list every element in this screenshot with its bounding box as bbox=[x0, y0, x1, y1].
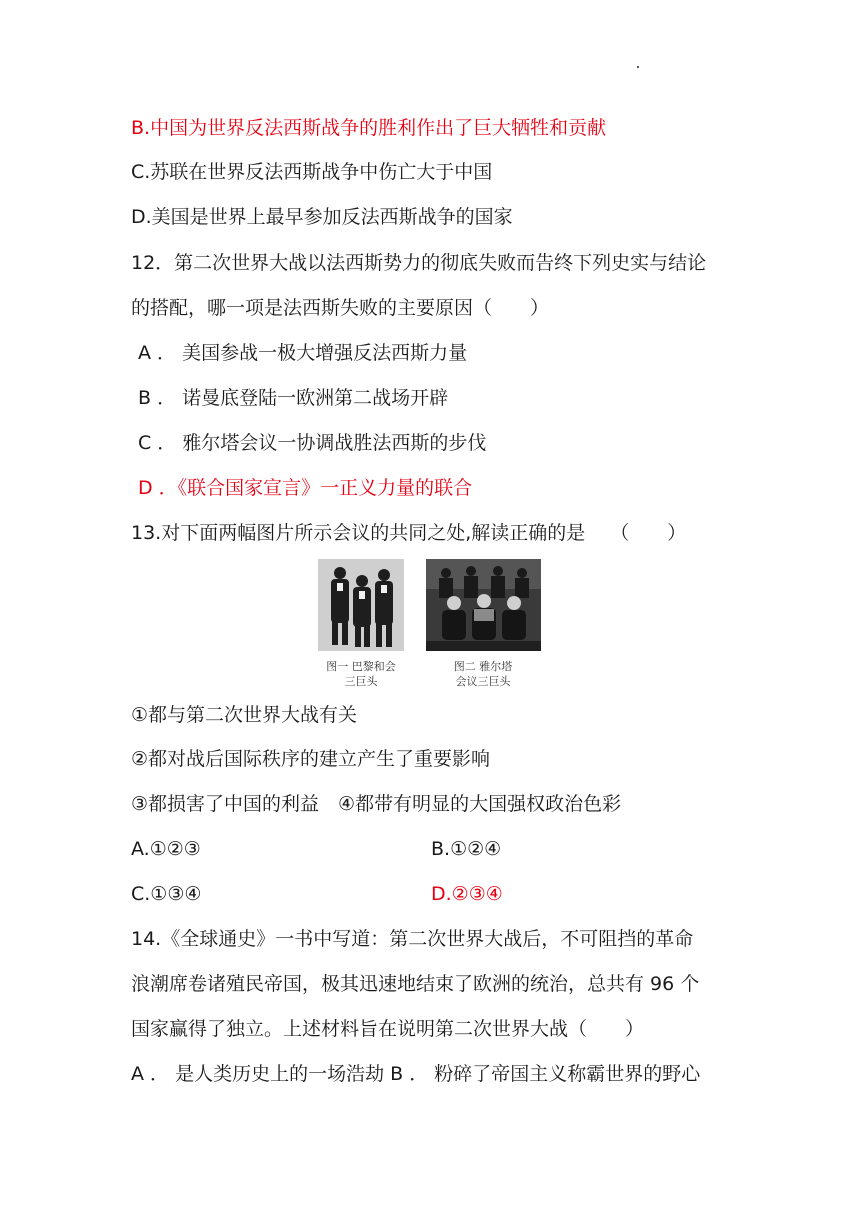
figure-1-caption bbox=[318, 659, 404, 689]
statement-1: ①都与第二次世界大战有关 bbox=[131, 704, 358, 726]
question-13-option-c: C.①③④ bbox=[131, 883, 202, 905]
question-12-line-1: 12．第二次世界大战以法西斯势力的彻底失败而告终下列史实与结论 bbox=[131, 252, 707, 274]
question-14-line-3: 国家赢得了独立。上述材料旨在说明第二次世界大战（ ） bbox=[131, 1018, 645, 1040]
question-12-line-2: 的搭配，哪一项是法西斯失败的主要原因（ ） bbox=[131, 297, 550, 319]
option-c: C.苏联在世界反法西斯战争中伤亡大于中国 bbox=[131, 161, 493, 183]
question-14-options-a-b: A ． 是人类历史上的一场浩劫 B ． 粉碎了帝国主义称霸世界的野心 bbox=[131, 1063, 701, 1085]
option-b-answer: B.中国为世界反法西斯战争的胜利作出了巨大牺牲和贡献 bbox=[131, 117, 607, 139]
question-13-option-d-answer: D.②③④ bbox=[431, 883, 503, 905]
question-13-option-b: B.①②④ bbox=[431, 838, 502, 860]
statement-2: ②都对战后国际秩序的建立产生了重要影响 bbox=[131, 748, 491, 770]
option-d: D.美国是世界上最早参加反法西斯战争的国家 bbox=[131, 206, 513, 228]
figure-2-photo bbox=[426, 559, 541, 651]
figure-1-caption-line-2: 三巨头 bbox=[344, 675, 378, 688]
question-14-line-1: 14.《全球通史》一书中写道：第二次世界大战后，不可阻挡的革命 bbox=[131, 928, 694, 950]
question-12-option-d-answer: D ．《联合国家宣言》一正义力量的联合 bbox=[138, 477, 473, 499]
statement-3-4: ③都损害了中国的利益 ④都带有明显的大国强权政治色彩 bbox=[131, 793, 622, 815]
page-dot bbox=[637, 66, 639, 68]
question-12-option-a: A ． 美国参战一极大增强反法西斯力量 bbox=[138, 342, 468, 364]
question-14-line-2: 浪潮席卷诸殖民帝国，极其迅速地结束了欧洲的统治，总共有 96 个 bbox=[131, 973, 700, 995]
figure-1-photo bbox=[318, 559, 404, 651]
figure-2-caption-line-1: 图二 雅尔塔 bbox=[453, 660, 513, 673]
question-12-option-b: B ． 诺曼底登陆一欧洲第二战场开辟 bbox=[138, 387, 449, 409]
figure-2-caption-line-2: 会议三巨头 bbox=[455, 675, 511, 688]
figure-2-caption bbox=[440, 659, 526, 689]
figure-1-caption-line-1: 图一 巴黎和会 bbox=[326, 660, 396, 673]
question-13-option-a: A.①②③ bbox=[131, 838, 201, 860]
question-12-option-c: C ． 雅尔塔会议一协调战胜法西斯的步伐 bbox=[138, 432, 487, 454]
question-13: 13.对下面两幅图片所示会议的共同之处,解读正确的是 （ ） bbox=[131, 522, 687, 544]
